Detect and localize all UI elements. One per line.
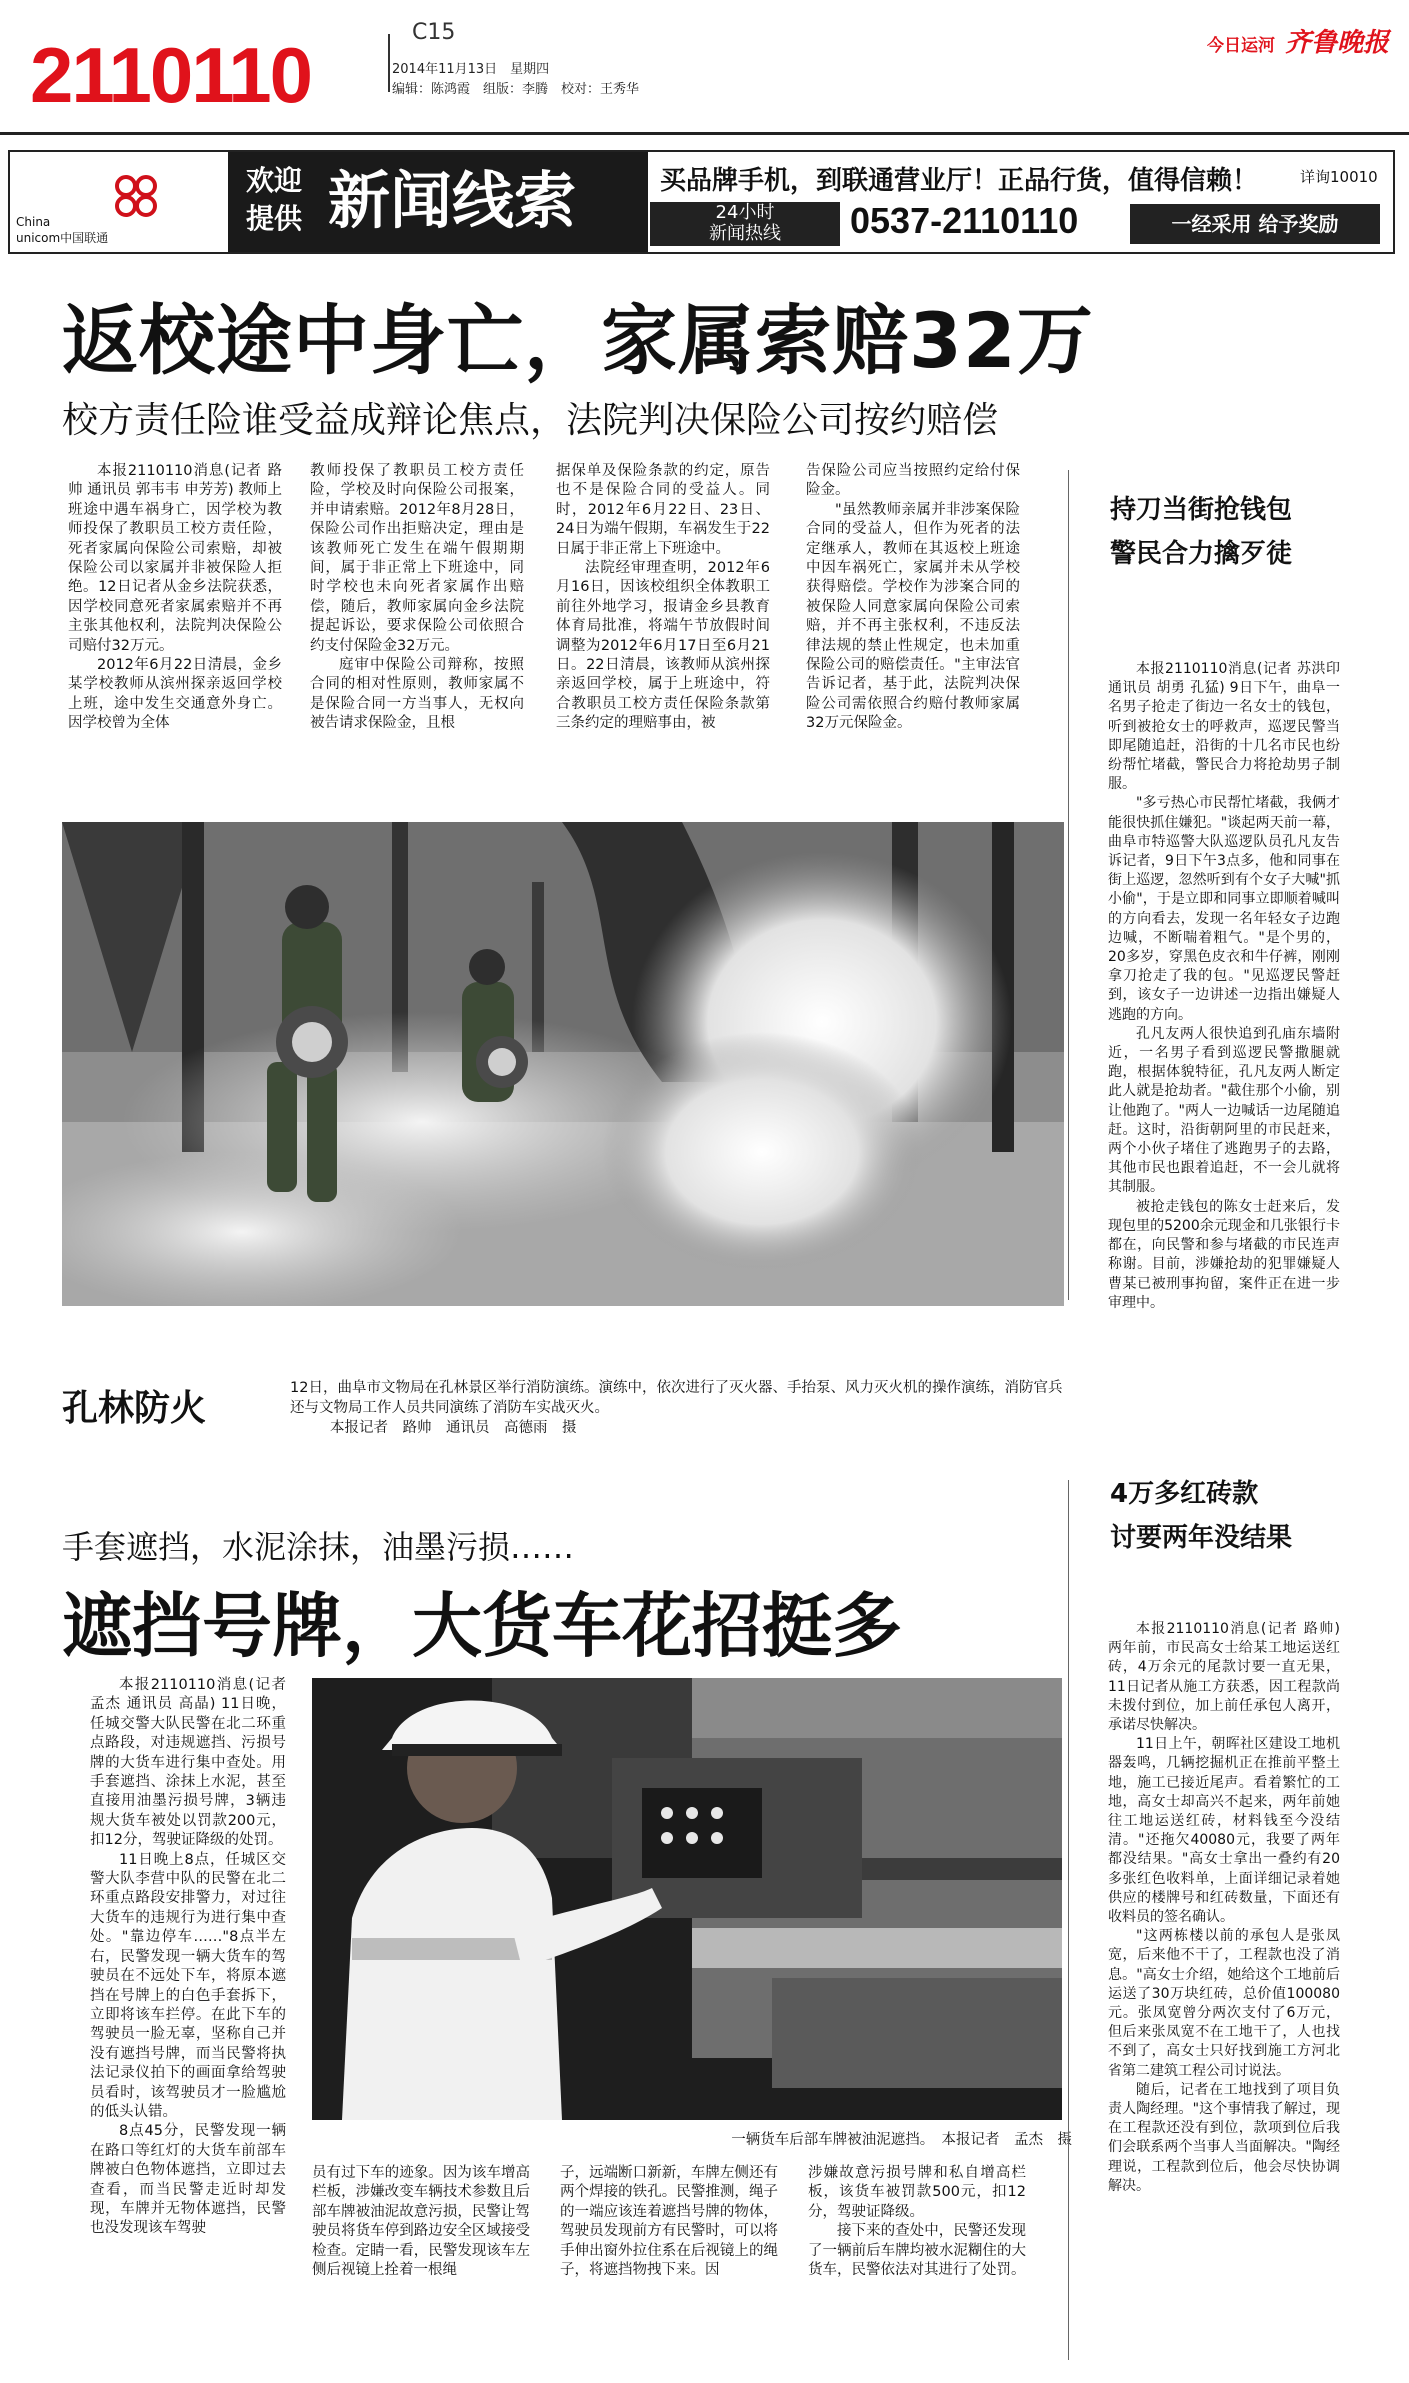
fire-drill-caption — [290, 1378, 1070, 1438]
article2-col1 — [90, 1676, 286, 2239]
side2-p3: "这两栋楼以前的承包人是张凤宽，后来他不干了，工程款也没了消息。"高女士介绍，她给这个工地前后运送了30万块红砖，总价值100080元。张凤宽曾分两次支付了6万元，但后来张凤宽不在工地干了，人也找不到了，高女士只好找到施工方河北省第二建筑工程公司讨说法。 — [1108, 1928, 1340, 2079]
side1-p4: 被抢走钱包的陈女士赶来后，发现包里的5200余元现金和几张银行卡都在，向民警和参与堵截的市民连声称谢。目前，涉嫌抢劫的犯罪嫌疑人曹某已被刑事拘留，案件正在进一步审理中。 — [1108, 1198, 1340, 1311]
provide-text: 提供 — [246, 202, 303, 235]
newspaper-brand: 齐鲁晚报 — [1284, 28, 1389, 58]
article2-title: 遮挡号牌，大货车花招挺多 — [62, 1585, 902, 1667]
article2-col4-p2: 接下来的查处中，民警还发现了一辆前后车牌均被水泥糊住的大货车，民警依法对其进行了处罚。 — [808, 2223, 1026, 2279]
side2-p2: 11日上午，朝晖社区建设工地机器轰鸣，几辆挖掘机正在推前平整土地，施工已接近尾声。看着繁忙的工地，高女士却高兴不起来，两年前她往工地运送红砖，材料钱至今没结清。"还拖欠40080元，我要了两年都没结果。"高女士拿出一叠约有20多张红色收料单，上面详细记录着她供应的楼牌号和红砖数量，下面还有收料员的签名确认。 — [1108, 1736, 1340, 1926]
article1-col1-p1: 本报2110110消息(记者 路帅 通讯员 郭韦韦 申芳芳) 教师上班途中遇车祸身亡，因学校为教师投保了教职员工校方责任险，死者家属向保险公司索赔，却被保险公司以家属并非被保险人拒绝。12日记者从金乡法院获悉，因学校同意死者家属索赔并不再主张其他权利，法院判决保险公司赔付32万元。 — [68, 463, 282, 654]
unicom-promo: 买品牌手机，到联通营业厅！正品行货，值得信赖！ — [660, 166, 1259, 196]
side2-title — [1110, 1472, 1292, 1560]
article1-col2-p1: 教师投保了教职员工校方责任险，学校及时向保险公司报案，并申请索赔。2012年8月28日，保险公司作出拒赔决定，理由是该教师死亡发生在端午假期期间，属于非正常上下班途中，同时学校也未向死者家属作出赔偿，随后，教师家属向金乡法院提起诉讼，要求保险公司依照合约支付保险金32万元。 — [310, 463, 524, 654]
unicom-knot-icon — [110, 170, 162, 222]
article2-col1-p1: 本报2110110消息(记者 孟杰 通讯员 高晶) 11日晚，任城交警大队民警在北二环重点路段，对违规遮挡、污损号牌的大货车进行集中查处。用手套遮挡、涂抹上水泥，甚至直接用油墨污损号牌，3辆违规大货车被处以罚款200元，扣12分，驾驶证降级的处罚。 — [90, 1677, 286, 1849]
article1-title: 返校途中身亡，家属索赔32万 — [62, 296, 1094, 385]
unicom-text — [16, 214, 108, 246]
side2-title-line1: 4万多红砖款 — [1110, 1479, 1259, 1509]
article1-col3 — [556, 462, 770, 734]
side1-p2: "多亏热心市民帮忙堵截，我俩才能很快抓住嫌犯。"谈起两天前一幕，曲阜市特巡警大队巡逻队员孔凡友告诉记者，9日下午3点多，他和同事在街上巡逻，忽然听到有个女子大喊"抓小偷"，于是立即和同事立即顺着喊叫的方向看去，发现一名年轻女子边跑边喊，不断喘着粗气。"是个男的，20多岁，穿黑色皮衣和牛仔裤，刚刚拿刀抢走了我的包。"见巡逻民警赶到，该女子一边讲述一边指出嫌疑人逃跑的方向。 — [1108, 795, 1340, 1023]
article2-col3 — [560, 2164, 778, 2280]
hotline-masthead: 2110110 — [30, 31, 312, 119]
masthead-divider — [388, 34, 390, 92]
side1-title-line2: 警民合力擒歹徒 — [1110, 539, 1293, 569]
side1-p1: 本报2110110消息(记者 苏洪印 通讯员 胡勇 孔猛) 9日下午，曲阜一名男子抢走了街边一名女士的钱包，听到被抢女士的呼救声，巡逻民警当即尾随追赶，沿街的十几名市民也纷纷帮忙堵截，警民合力将抢劫男子制服。 — [1108, 661, 1340, 793]
hotline-name: 新闻热线 — [709, 223, 781, 244]
side2-p1: 本报2110110消息(记者 路帅) 两年前，市民高女士给某工地运送红砖，4万余元的尾款讨要一直无果，11日记者从施工方获悉，因工程款尚未拨付到位，加上前任承包人离开，承诺尽快解决。 — [1108, 1621, 1340, 1734]
staff-credits: 编辑：陈鸿霞 组版：李腾 校对：王秀华 — [392, 82, 640, 97]
unicom-en: China — [16, 215, 51, 229]
article1-subtitle: 校方责任险谁受益成辩论焦点，法院判决保险公司按约赔偿 — [62, 400, 999, 441]
hotline-label — [650, 202, 840, 246]
truck-plate-photo-image — [312, 1678, 1062, 2120]
side2-body — [1108, 1620, 1340, 2196]
fire-drill-credit: 本报记者 路帅 通讯员 高德雨 摄 — [330, 1420, 577, 1436]
article1-col2 — [310, 462, 524, 734]
masthead-info — [392, 60, 639, 100]
reward-text: 一经采用 给予奖励 — [1130, 204, 1380, 244]
side1-title — [1110, 488, 1292, 576]
article1-col1 — [68, 462, 282, 734]
article1-col4-p1: 告保险公司应当按照约定给付保险金。 — [806, 463, 1020, 499]
side1-body — [1108, 660, 1340, 1313]
column-divider-lower — [1068, 1480, 1069, 2360]
truck-plate-caption: 一辆货车后部车牌被油泥遮挡。 本报记者 孟杰 摄 — [731, 2132, 1072, 2148]
fire-drill-caption-text: 12日，曲阜市文物局在孔林景区举行消防演练。演练中，依次进行了灭火器、手抬泵、风力灭火机的操作演练，消防官兵还与文物局工作人员共同演练了消防车实战灭火。 — [290, 1380, 1063, 1416]
article2-col1-p3: 8点45分，民警发现一辆在路口等红灯的大货车前部车牌被白色物体遮挡，立即过去查看，而当民警走近时却发现，车牌并无物体遮挡，民警也没发现该车驾驶 — [90, 2123, 286, 2237]
fire-drill-photo-image — [62, 822, 1064, 1306]
issue-date: 2014年11月13日 星期四 — [392, 62, 550, 77]
unicom-logo — [10, 152, 228, 252]
article1-col2-p2: 庭审中保险公司辩称，按照合同的相对性原则，教师家属不是保险合同一方当事人，无权向被告请求保险金，且根 — [310, 657, 524, 732]
article2-col2 — [312, 2164, 530, 2280]
side1-p3: 孔凡友两人很快追到孔庙东墙附近，一名男子看到巡逻民警撒腿就跑，根据体貌特征，孔凡友两人断定此人就是抢劫者。"截住那个小偷，别让他跑了。"两人一边喊话一边尾随追赶。这时，沿街朝阿里的市民赶来，两个小伙子堵住了逃跑男子的去路，其他市民也跟着追赶，不一会儿就将其制服。 — [1108, 1025, 1340, 1196]
fire-drill-photo — [62, 822, 1064, 1306]
side2-p4: 随后，记者在工地找到了项目负责人陶经理。"这个事情我了解过，现在工程款还没有到位，款项到位后我们会联系两个当事人当面解决。"陶经理说，工程款到位后，他会尽快协调解决。 — [1108, 2081, 1340, 2194]
article1-col4-p2: "虽然教师亲属并非涉案保险合同的受益人，但作为死者的法定继承人，教师在其返校上班途中因车祸死亡，家属并未从学校获得赔偿。学校作为涉案合同的被保险人同意家属向保险公司索赔，并不再主张权利，不违反法律法规的禁止性规定，也未加重保险公司的赔偿责任。"主审法官告诉记者，基于此，法院判决保险公司需依照合约赔付教师家属32万元保险金。 — [806, 501, 1020, 732]
article2-col2-p1: 员有过下车的迹象。因为该车增高栏板，涉嫌改变车辆技术参数且后部车牌被油泥故意污损，民警让驾驶员将货车停到路边安全区域接受检查。定睛一看，民警发现该车左侧后视镜上拴着一根绳 — [312, 2165, 530, 2279]
welcome-text: 欢迎 — [246, 164, 303, 197]
article2-kicker: 手套遮挡，水泥涂抹，油墨污损…… — [62, 1528, 575, 1566]
article1-col3-p2: 法院经审理查明，2012年6月16日，因该校组织全体教职工前往外地学习，报请金乡县教育体育局批准，将端午节放假时间调整为2012年6月17日至6月21日。22日清晨，该教师从滨州探亲返回学校，属于上班途中，符合教职员工校方责任保险条款第三条约定的理赔事由，被 — [556, 560, 770, 732]
news-tip-panel — [228, 152, 648, 252]
masthead-rule — [0, 132, 1409, 135]
hotline-hours: 24小时 — [715, 202, 775, 223]
news-tip-title: 新闻线索 — [328, 164, 577, 237]
article1-col1-p2: 2012年6月22日清晨，金乡某学校教师从滨州探亲返回学校上班，途中发生交通意外身亡。因学校曾为全体 — [68, 657, 282, 732]
masthead-brand — [1207, 22, 1389, 59]
article2-col4 — [808, 2164, 1026, 2280]
section-name: 今日运河 — [1206, 36, 1275, 56]
article1-col3-p1: 据保单及保险条款的约定，原告也不是保险合同的受益人。同时，2012年6月22日、23日、24日为端午假期，车祸发生于22日属于非正常上下班途中。 — [556, 463, 770, 557]
article2-col3-p1: 子，远端断口新新，车牌左侧还有两个焊接的铁孔。民警推测，绳子的一端应该连着遮挡号牌的物体，驾驶员发现前方有民警时，可以将手伸出窗外拉住系在后视镜上的绳子，将遮挡物拽下来。因 — [560, 2165, 778, 2279]
truck-plate-photo — [312, 1678, 1062, 2120]
side1-title-line1: 持刀当街抢钱包 — [1110, 495, 1293, 525]
side2-title-line2: 讨要两年没结果 — [1110, 1523, 1293, 1553]
consult-number: 详询10010 — [1300, 168, 1378, 186]
article2-col4-p1: 涉嫌故意污损号牌和私自增高栏板，该货车被罚款500元，扣12分，驾驶证降级。 — [808, 2165, 1026, 2220]
hotline-phone: 0537-2110110 — [850, 200, 1079, 241]
page-number: C15 — [412, 20, 456, 45]
article1-col4 — [806, 462, 1020, 734]
column-divider — [1068, 470, 1069, 1300]
unicom-cn: unicom中国联通 — [16, 231, 109, 245]
unicom-ad-banner — [8, 150, 1395, 254]
fire-drill-title: 孔林防火 — [62, 1388, 207, 1429]
article2-col1-p2: 11日晚上8点，任城区交警大队李营中队的民警在北二环重点路段安排警力，对过往大货车的违规行为进行集中查处。"靠边停车……"8点半左右，民警发现一辆大货车的驾驶员在不远处下车，将原本遮挡在号牌上的白色手套拆下，立即将该车拦停。在此下车的驾驶员一脸无辜，坚称自己并没有遮挡号牌，而当民警将执法记录仪拍下的画面拿给驾驶员看时，该驾驶员才一脸尴尬的低头认错。 — [90, 1851, 286, 2120]
